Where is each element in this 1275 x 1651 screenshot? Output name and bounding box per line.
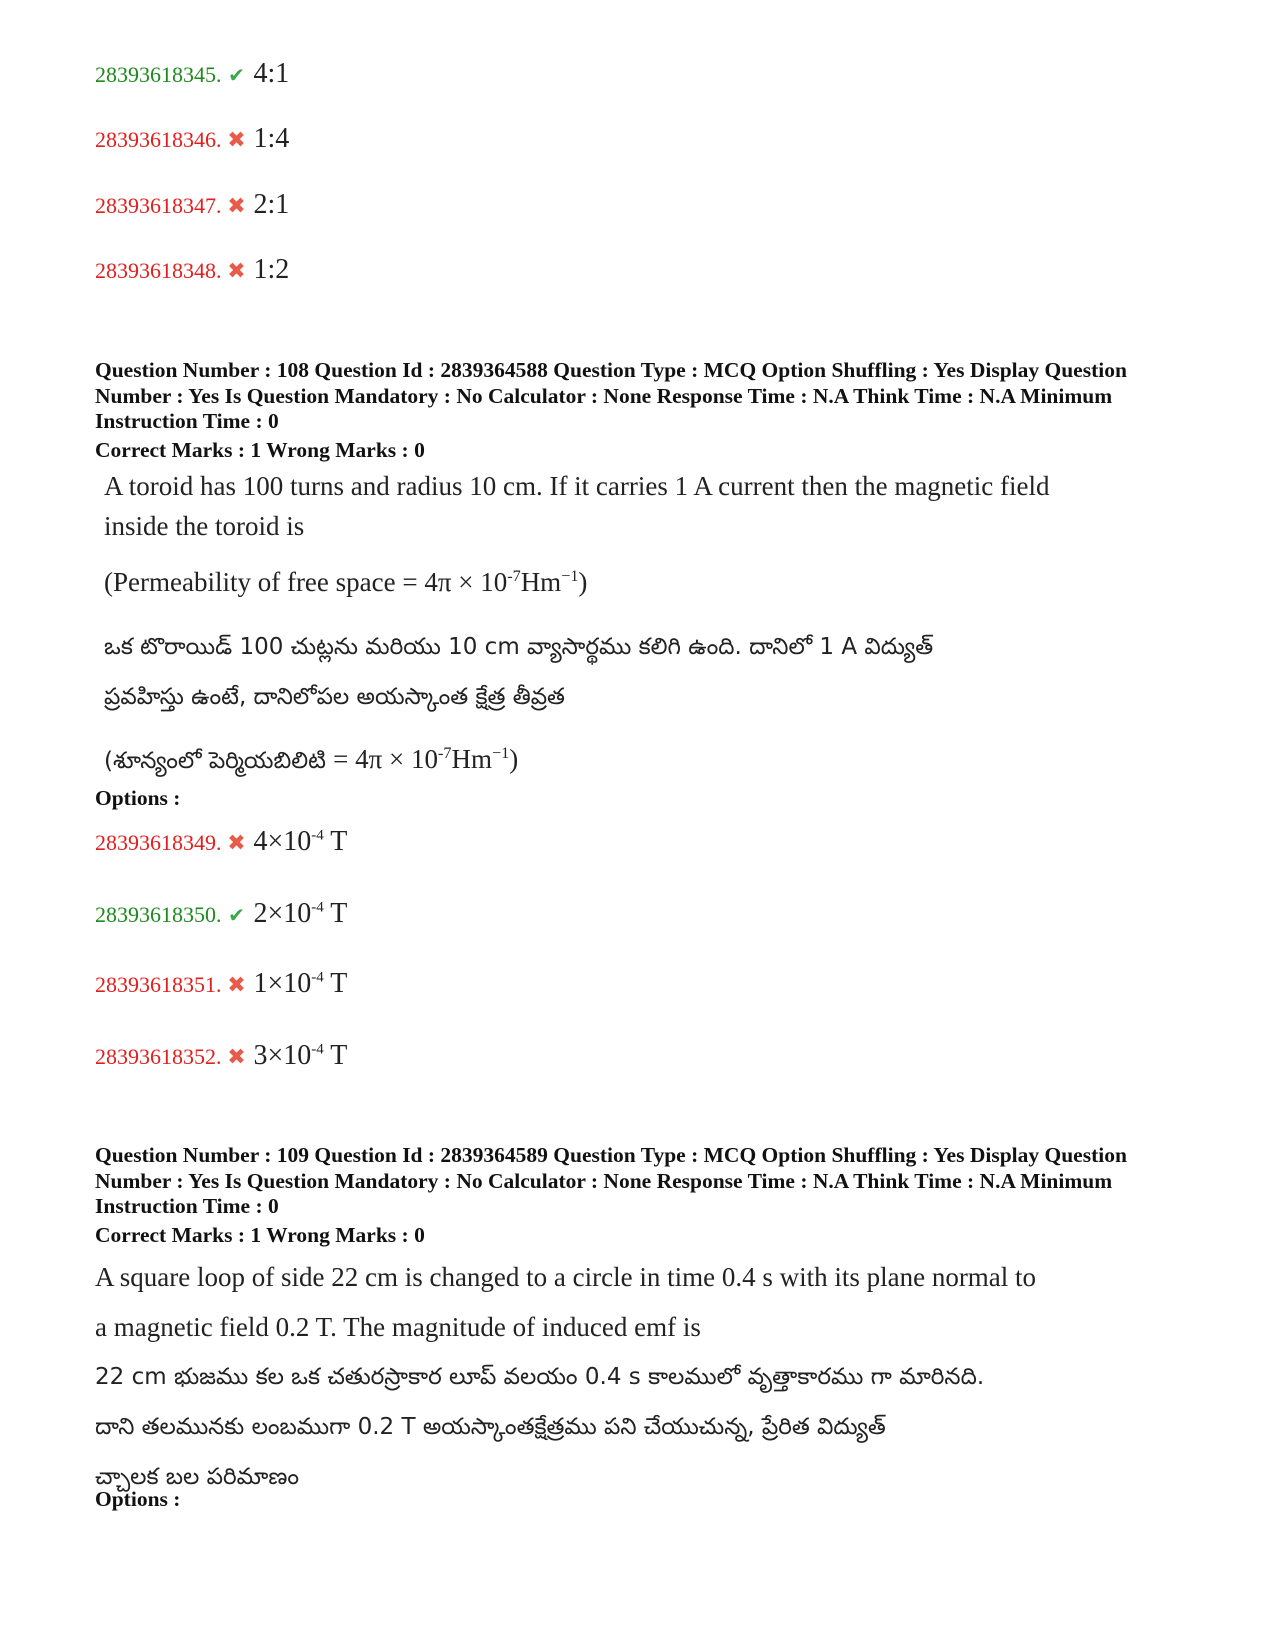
- cross-icon: ✖: [227, 1044, 246, 1069]
- option-row: [95, 898, 347, 930]
- question-text-line: చ్చాలక బల పరిమాణం: [95, 1464, 300, 1490]
- option-value: $2\times 10^{-4}$ T: [253, 898, 348, 929]
- option-id: 28393618352.: [95, 1044, 222, 1069]
- option-row: [95, 58, 289, 90]
- question-text-line: ఒక టొరాయిడ్ 100 చుట్లను మరియు 10 cm వ్యాసార్థము కలిగి ఉంది. దానిలో 1 A విద్యుత్: [104, 634, 934, 660]
- question-text-line: inside the toroid is: [104, 511, 305, 541]
- option-value: 4:1: [253, 58, 290, 89]
- question-meta: Question Number : 109 Question Id : 2839364589 Question Type : MCQ Option Shuffling : Yes Display Question Number : Yes Is Question Mandatory : No Calculator : None Response Time : N.A Think Time : N.A Minimum Instruction Time : 0: [95, 1143, 1127, 1218]
- question-text-line: ప్రవహిస్తు ఉంటే, దానిలోపల అయస్కాంత క్షేత్ర తీవ్రత: [104, 684, 565, 710]
- question-text-line: a magnetic field 0.2 T. The magnitude of induced emf is: [95, 1312, 701, 1342]
- question-text-en: [95, 1252, 1036, 1352]
- permeability-note-en: (Permeability of free space = $4\pi \times 10^{-7}Hm^{-1}$): [104, 567, 588, 597]
- question-text-line: 22 cm భుజము కల ఒక చతురస్రాకార లూప్ వలయం 0.4 s కాలములో వృత్తాకారము గా మారినది.: [95, 1364, 985, 1390]
- option-row: [95, 254, 289, 286]
- cross-icon: ✖: [227, 258, 246, 283]
- cross-icon: ✖: [227, 127, 246, 152]
- option-row: [95, 826, 347, 858]
- option-row: [95, 1040, 347, 1072]
- options-label: Options :: [95, 786, 181, 810]
- option-id: 28393618348.: [95, 258, 222, 283]
- check-icon: ✔: [228, 905, 245, 927]
- option-value: $4\times 10^{-4}$ T: [253, 826, 348, 857]
- cross-icon: ✖: [227, 830, 246, 855]
- option-value: 1:2: [253, 254, 290, 285]
- option-value: 1:4: [253, 123, 290, 154]
- question-text-line: దాని తలమునకు లంబముగా 0.2 T అయస్కాంతక్షేత్రము పని చేయుచున్న, ప్రేరిత విద్యుత్: [95, 1414, 886, 1440]
- permeability-expression: = $4\pi \times 10^{-7}Hm^{-1}$): [402, 567, 588, 597]
- option-row: [95, 968, 347, 1000]
- check-icon: ✔: [228, 65, 245, 87]
- question-marks: Correct Marks : 1 Wrong Marks : 0: [95, 438, 425, 462]
- permeability-note-te: (శూన్యంలో పెర్మియబిలిటి = $4\pi \times 10^{-7}Hm^{-1}$): [104, 744, 519, 774]
- question-text-te: [104, 622, 933, 722]
- question-meta: Question Number : 108 Question Id : 2839364588 Question Type : MCQ Option Shuffling : Yes Display Question Number : Yes Is Question Mandatory : No Calculator : None Response Time : N.A Think Time : N.A Minimum Instruction Time : 0: [95, 358, 1127, 433]
- option-id: 28393618349.: [95, 830, 222, 855]
- permeability-expression: = $4\pi \times 10^{-7}Hm^{-1}$): [333, 744, 519, 774]
- option-id: 28393618351.: [95, 972, 222, 997]
- option-value: $1\times 10^{-4}$ T: [253, 968, 348, 999]
- question-text-line: A toroid has 100 turns and radius 10 cm. If it carries 1 A current then the magnetic field: [104, 471, 1050, 501]
- question-text-line: A square loop of side 22 cm is changed to a circle in time 0.4 s with its plane normal to: [95, 1262, 1037, 1292]
- option-id: 28393618345.: [95, 62, 222, 87]
- option-id: 28393618350.: [95, 902, 222, 927]
- question-text-en: [104, 466, 1050, 546]
- option-row: [95, 189, 289, 221]
- option-value: $3\times 10^{-4}$ T: [253, 1040, 348, 1071]
- option-value: 2:1: [253, 189, 290, 220]
- option-row: [95, 123, 289, 155]
- cross-icon: ✖: [227, 193, 246, 218]
- question-text-te: [95, 1352, 984, 1502]
- option-id: 28393618347.: [95, 193, 222, 218]
- question-marks: Correct Marks : 1 Wrong Marks : 0: [95, 1223, 425, 1247]
- options-label: Options :: [95, 1487, 181, 1511]
- cross-icon: ✖: [227, 972, 246, 997]
- option-id: 28393618346.: [95, 127, 222, 152]
